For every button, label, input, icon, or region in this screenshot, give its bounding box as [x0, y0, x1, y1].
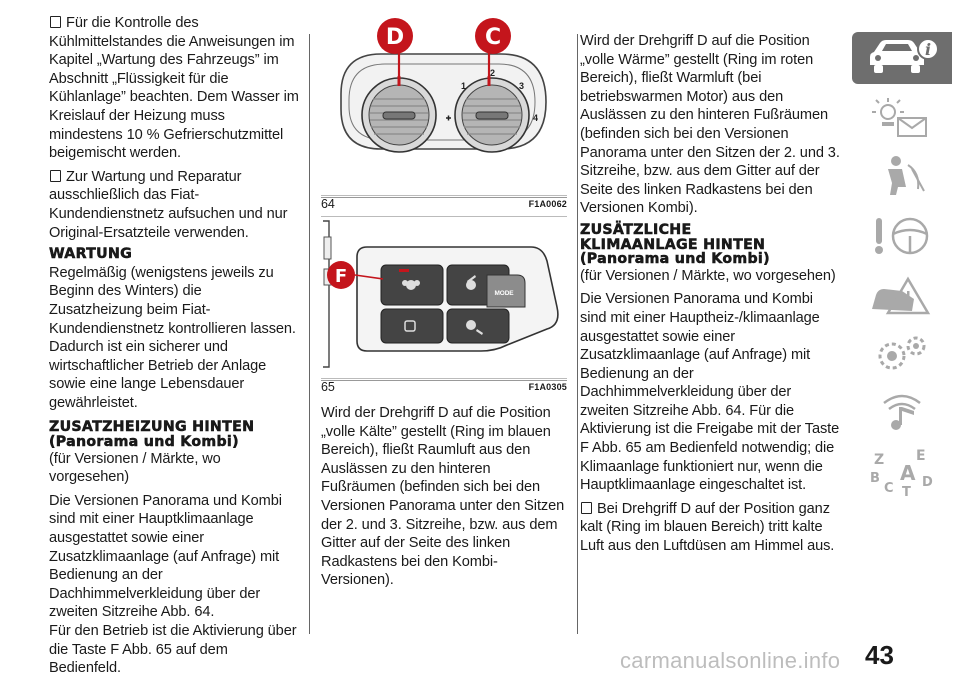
figure-64-caption	[321, 197, 567, 211]
column-right	[580, 32, 842, 561]
column-divider-2	[577, 34, 578, 634]
figure-64-code: F1A0062	[528, 199, 567, 210]
paragraph-full-heat: Wird der Drehgriff D auf die Position „volle Wärme” gestellt (Ring im roten Bereich), fließt Warmluft (bei betriebswarmen Motor) aus den Auslässen zu den hinteren Fußräumen (befinden sich bei den Versionen Panorama unter den Sitzen der 2. und 3. Sitzreihe, bzw. aus dem Gitter auf der Seite des linken Radkastens bei den Versionen Kombi).	[580, 33, 840, 217]
control-panel-illustration	[321, 217, 567, 379]
info-letter: i	[924, 40, 932, 59]
heading-zusatzklima-line2: KLIMAANLAGE HINTEN	[580, 236, 766, 253]
heading-zusatzklima	[580, 223, 842, 267]
figure-64-image	[321, 14, 567, 196]
heading-zusatzheizung-line1: ZUSATZHEIZUNG HINTEN	[49, 419, 255, 436]
multimedia-icon	[862, 389, 942, 435]
accident-icon	[862, 271, 942, 317]
page-number: 43	[865, 640, 894, 670]
figure-65-number: 65	[321, 380, 335, 395]
index-letters-icon	[862, 446, 942, 496]
tab-emergency[interactable]	[852, 268, 952, 320]
tab-safety[interactable]	[852, 150, 952, 202]
safety-airbag-icon	[862, 153, 942, 199]
heading-zusatzklima-line1: ZUSÄTZLICHE	[580, 221, 692, 238]
figure-65-caption	[321, 380, 567, 394]
scale-mark-1: 1	[461, 81, 466, 91]
paragraph-activation: Für den Betrieb ist die Aktivierung über die Taste F Abb. 65 auf dem Bedienfeld.	[49, 623, 297, 677]
index-letter-c: C	[884, 481, 894, 496]
rotary-knobs-illustration	[321, 14, 567, 196]
car-info-icon	[862, 35, 942, 81]
figure-65-image	[321, 216, 567, 379]
tab-starting[interactable]	[852, 209, 952, 261]
heading-zusatzheizung-line2: (Panorama und Kombi)	[49, 434, 239, 451]
heading-wartung: WARTUNG	[49, 246, 133, 263]
heading-zusatzheizung	[49, 420, 299, 449]
callout-d-label: D	[385, 25, 405, 50]
index-letter-z: Z	[874, 452, 885, 468]
index-letter-d: D	[922, 475, 933, 490]
scale-mark-2: 2	[490, 68, 495, 78]
chapter-sidebar	[852, 32, 952, 504]
paragraph-service-network: Zur Wartung und Reparatur ausschließlich das Fiat-Kundendienstnetz aufsuchen und nur Original-Ersatzteile verwenden.	[49, 168, 299, 242]
heading-zusatzklima-line3: (Panorama und Kombi)	[580, 251, 770, 268]
scale-mark-3: 3	[519, 81, 524, 91]
paragraph-maintenance: Regelmäßig (wenigstens jeweils zu Beginn des Winters) die Zusatzheizung beim Fiat-Kundendienstnetz kontrollieren lassen. Dadurch ist ein sicherer und wirtschaftlicher Betrieb der Anlage sowie eine lange Lebensdauer gewährleistet.	[49, 264, 296, 411]
warning-lights-icon	[862, 94, 942, 140]
tab-multimedia[interactable]	[852, 386, 952, 438]
paragraph-versions: Die Versionen Panorama und Kombi sind mit einer Hauptklimaanlage ausgestattet sowie einer Zusatzklimaanlage (auf Anfrage) mit Bedienung an der Dachhimmelverkleidung über der zweiten Sitzreihe Abb. 64.	[49, 492, 282, 621]
tab-maintenance[interactable]	[852, 327, 952, 379]
index-letter-b: B	[870, 471, 880, 486]
figure-64	[321, 14, 567, 211]
column-divider-1	[309, 34, 310, 634]
tab-index[interactable]	[852, 445, 952, 497]
index-letter-e: E	[916, 448, 926, 464]
column-left	[49, 14, 299, 678]
figure-64-number: 64	[321, 197, 335, 212]
figure-65-code: F1A0305	[528, 382, 567, 393]
mode-button-label: MODE	[494, 290, 514, 297]
watermark: carmanualsonline.info	[620, 648, 841, 673]
index-letter-a: A	[900, 461, 916, 485]
figure-65	[321, 216, 567, 394]
callout-c-label: C	[484, 25, 502, 50]
steering-wheel-icon	[862, 212, 942, 258]
maintenance-gears-icon	[862, 330, 942, 376]
paragraph-klima-versions: Die Versionen Panorama und Kombi sind mit einer Hauptheiz-/klimaanlage ausgestattet sowie einer Zusatzklimaanlage (auf Anfrage) mit Bedienung an der Dachhimmelverkleidung über der zweiten Sitzreihe Abb. 64. Für die Aktivierung ist die Freigabe mit der Taste F Abb. 65 am Bedienfeld notwendig; die Klimaanlage funktioniert nur, wenn die Hauptklimaanlage eingeschaltet ist.	[580, 291, 840, 494]
paragraph-full-cold: Wird der Drehgriff D auf die Position „volle Kälte” gestellt (Ring im blauen Bereich), fließt Raumluft aus den Auslässen zu den hinteren Fußräumen (befinden sich bei den Versionen Panorama unter den Sitzen der 2. und 3. Sitzreihe, bzw. aus dem Gitter auf der Seite des linken Radkastens bei den Kombi-Versionen).	[321, 405, 565, 589]
heading-zusatzheizung-sub: (für Versionen / Märkte, wo vorgesehen)	[49, 450, 221, 486]
paragraph-cold-air: Bei Drehgriff D auf der Position ganz kalt (Ring im blauen Bereich) tritt kalte Luft aus den Luftdüsen am Himmel aus.	[580, 500, 842, 556]
heading-zusatzklima-sub: (für Versionen / Märkte, wo vorgesehen)	[580, 267, 836, 284]
callout-f-label: F	[334, 266, 348, 287]
tab-warning-lights[interactable]	[852, 91, 952, 143]
paragraph-coolant-check: Für die Kontrolle des Kühlmittelstandes die Anweisungen im Kapitel „Wartung des Fahrzeugs” im Abschnitt „Flüssigkeit für die Kühlanlage” beachten. Dem Wasser im Kreislauf der Heizung muss mindestens 10 % Gefrierschutzmittel beigemischt werden.	[49, 15, 299, 162]
scale-mark-4: 4	[533, 113, 538, 123]
column-middle	[321, 14, 567, 595]
tab-car-info[interactable]	[852, 32, 952, 84]
index-letter-t: T	[902, 485, 911, 496]
